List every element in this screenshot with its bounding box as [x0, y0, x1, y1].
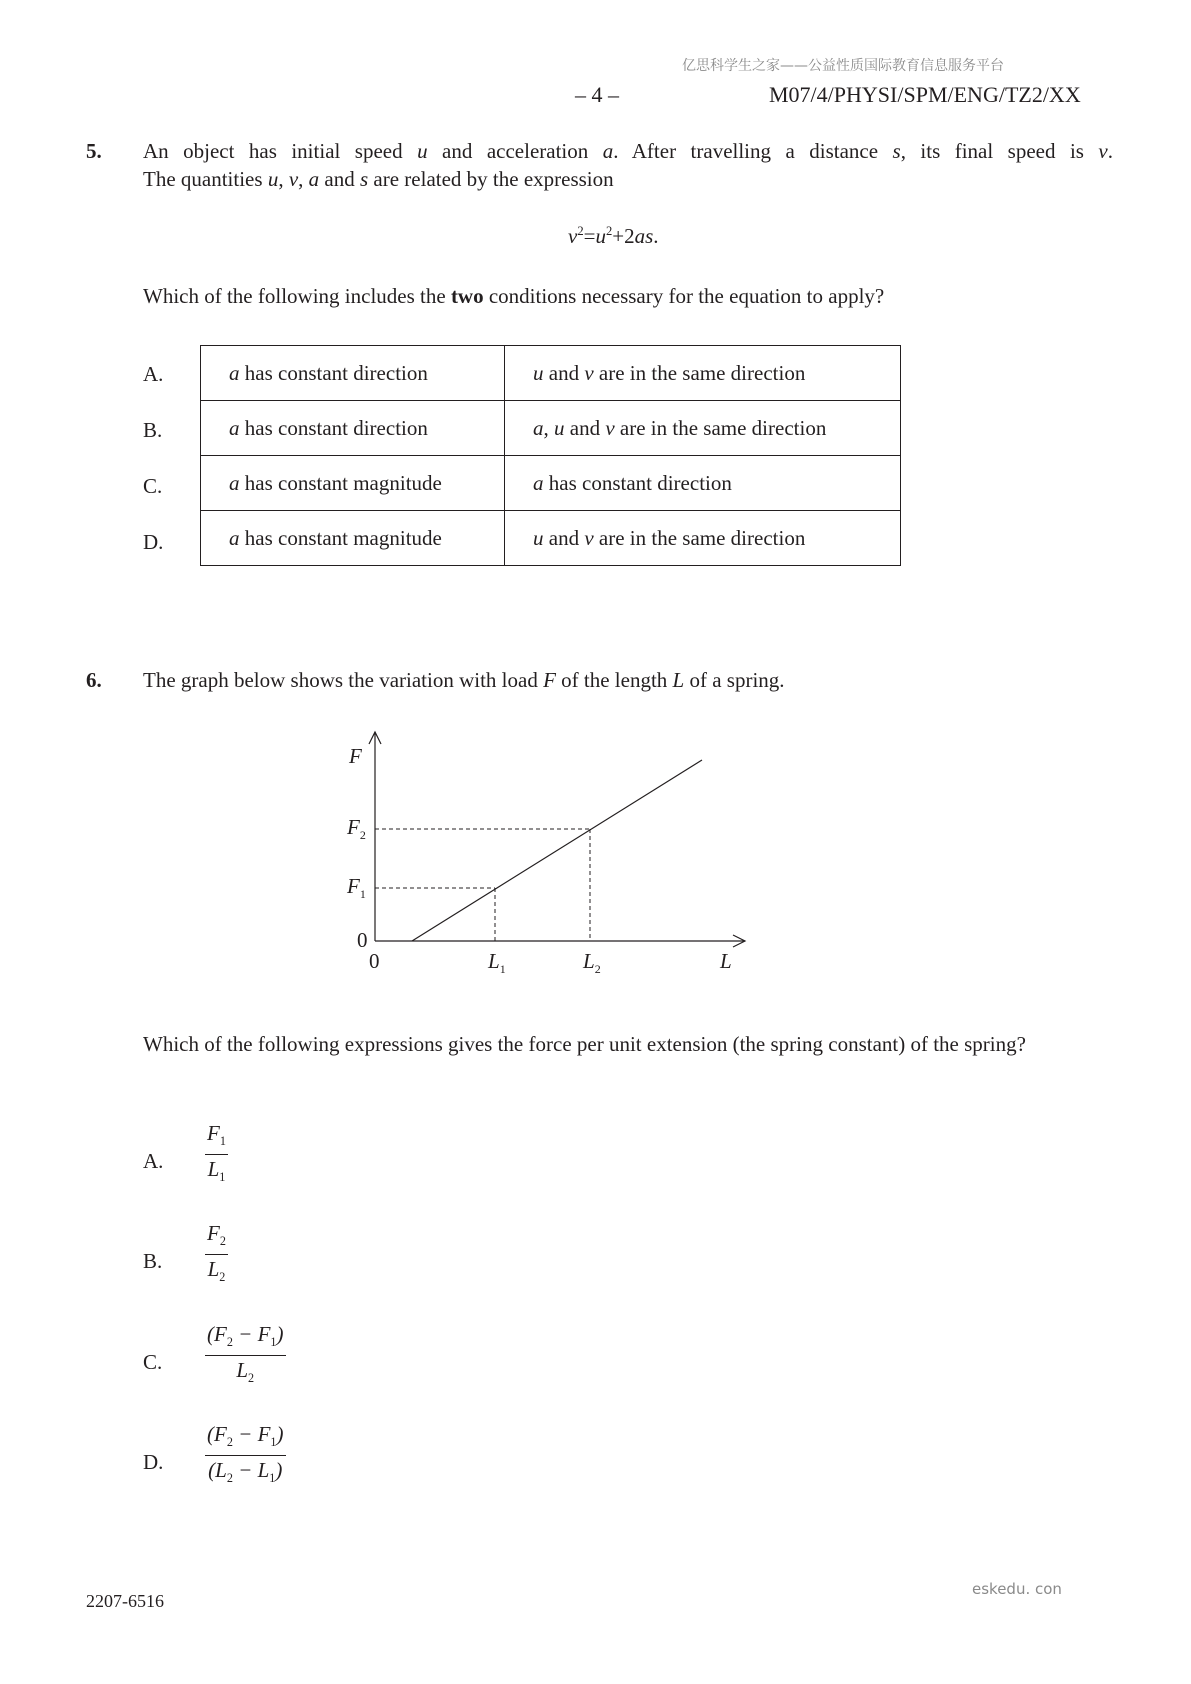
fraction-numerator: $F_1$ [205, 1121, 228, 1155]
watermark-bottom: eskedu. con [972, 1580, 1062, 1598]
fraction-numerator: $(F_2 - F_1)$ [205, 1422, 286, 1456]
option-condition-2: a, u and v are in the same direction [505, 401, 901, 456]
fraction-denominator: $L_1$ [207, 1157, 226, 1185]
question-5-number: 5. [86, 139, 102, 163]
question-5-option-label: D. [143, 530, 164, 554]
watermark-top: 亿思科学生之家——公益性质国际教育信息服务平台 [682, 58, 1004, 74]
question-6-prompt: Which of the following expressions gives the force per unit extension (the spring constant) of the spring? [143, 1032, 1026, 1056]
y-tick-f1: $F_1$ [347, 874, 366, 901]
question-5-equation: $v^2=u^2+2as$. [568, 224, 659, 248]
x-tick-l1: $L_1$ [488, 949, 506, 976]
paper-code: M07/4/PHYSI/SPM/ENG/TZ2/XX [769, 82, 1081, 107]
option-condition-2: a has constant direction [505, 456, 901, 511]
question-5-option-row [201, 346, 901, 401]
question-5-option-row [201, 511, 901, 566]
question-6-option-fraction [205, 1322, 286, 1390]
question-5-stem-line2: The quantities u, v, a and s are related by the expression [143, 167, 614, 191]
question-6-number: 6. [86, 668, 102, 692]
x-tick-l2: $L_2$ [583, 949, 601, 976]
spring-graph [330, 720, 770, 990]
question-5-option-row [201, 456, 901, 511]
fraction-denominator: $(L_2 - L_1)$ [208, 1458, 283, 1486]
question-6-option-fraction [205, 1121, 228, 1189]
x-origin-label: 0 [369, 949, 380, 973]
question-6-option-fraction [205, 1422, 286, 1490]
x-axis-label: L [720, 949, 732, 973]
force-length-line [412, 760, 702, 941]
fraction-numerator: $(F_2 - F_1)$ [205, 1322, 286, 1356]
question-5-stem [143, 137, 1113, 193]
option-condition-1: a has constant direction [201, 346, 505, 401]
fraction-denominator: $L_2$ [236, 1358, 255, 1386]
option-condition-1: a has constant magnitude [201, 511, 505, 566]
question-5-prompt: Which of the following includes the two conditions necessary for the equation to apply? [143, 284, 885, 308]
option-condition-1: a has constant magnitude [201, 456, 505, 511]
y-origin-label: 0 [357, 928, 368, 952]
option-condition-1: a has constant direction [201, 401, 505, 456]
question-5-option-label: A. [143, 362, 164, 386]
question-6-option-label: A. [143, 1149, 164, 1173]
y-tick-f2: $F_2$ [347, 815, 366, 842]
question-6-option-label: B. [143, 1249, 163, 1273]
question-5-option-row [201, 401, 901, 456]
question-5-option-label: C. [143, 474, 163, 498]
y-axis-label: F [349, 744, 362, 768]
question-6-option-fraction [205, 1221, 228, 1289]
fraction-denominator: $L_2$ [207, 1257, 226, 1285]
option-condition-2: u and v are in the same direction [505, 346, 901, 401]
question-6-option-label: D. [143, 1450, 164, 1474]
question-5-options-table [200, 345, 901, 566]
page-number: – 4 – [575, 82, 619, 107]
question-5-option-label: B. [143, 418, 163, 442]
question-6-stem: The graph below shows the variation with load F of the length L of a spring. [143, 668, 785, 692]
document-code: 2207-6516 [86, 1591, 164, 1611]
fraction-numerator: $F_2$ [205, 1221, 228, 1255]
question-6-option-label: C. [143, 1350, 163, 1374]
question-5-stem-line1: An object has initial speed u and acceleration a. After travelling a distance s, its final speed is v. [143, 139, 1113, 163]
option-condition-2: u and v are in the same direction [505, 511, 901, 566]
